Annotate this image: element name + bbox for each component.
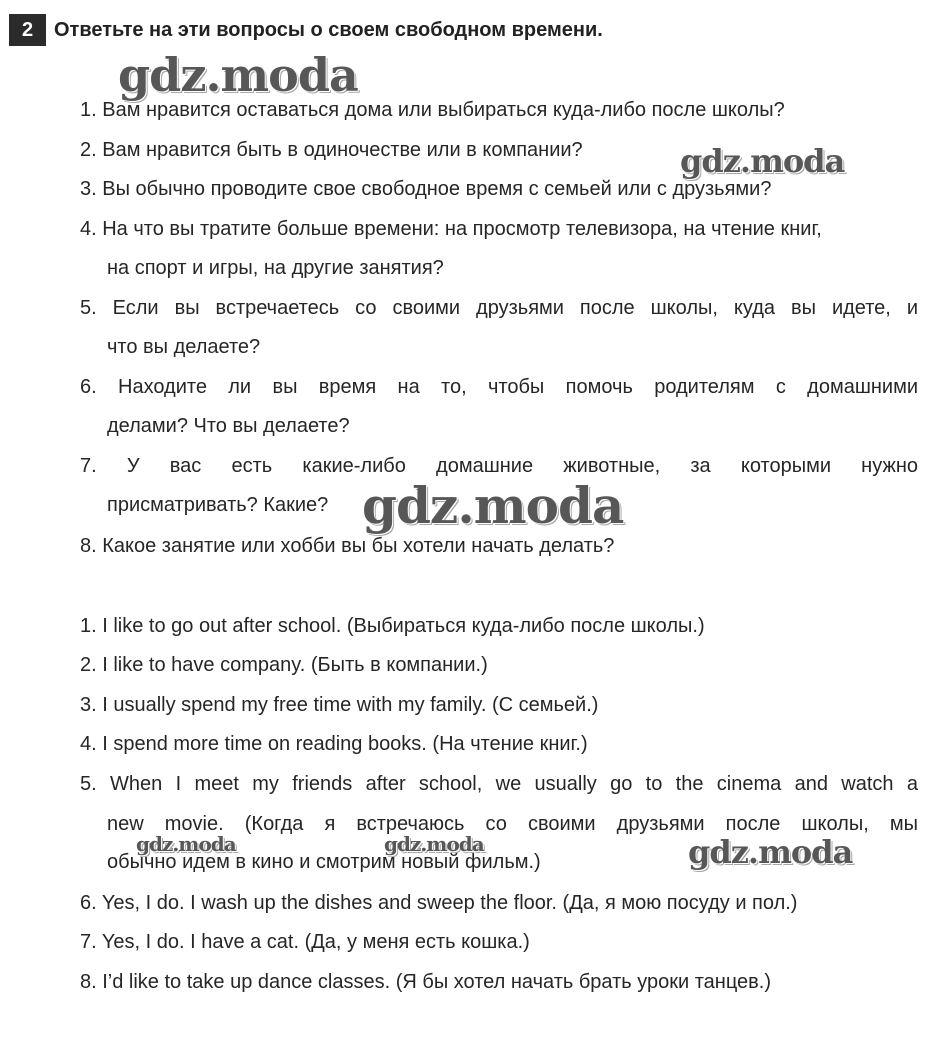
answer-line: 8. I’d like to take up dance classes. (Я бы хотел начать брать уроки танцев.) (80, 971, 772, 993)
question-line: 6. Находите ли вы время на то, чтобы помочь родителям с домашними (80, 376, 918, 398)
question-line: присматривать? Какие? (107, 494, 329, 516)
task-title: Ответьте на эти вопросы о своем свободном времени. (54, 18, 603, 41)
question-line: на спорт и игры, на другие занятия? (107, 257, 444, 279)
watermark-logo: gdz.moda (118, 48, 358, 102)
answer-line: 1. I like to go out after school. (Выбираться куда-либо после школы.) (80, 615, 705, 637)
question-line: что вы делаете? (107, 336, 261, 358)
answer-line: 6. Yes, I do. I wash up the dishes and sweep the floor. (Да, я мою посуду и пол.) (80, 892, 798, 914)
question-line: 4. На что вы тратите больше времени: на просмотр телевизора, на чтение книг, (80, 218, 822, 240)
question-line: 5. Если вы встречаетесь со своими друзьями после школы, куда вы идете, и (80, 297, 918, 319)
question-line: делами? Что вы делаете? (107, 415, 350, 437)
watermark-logo: gdz.moda (680, 142, 845, 180)
task-header (9, 14, 603, 46)
question-line: 8. Какое занятие или хобби вы бы хотели начать делать? (80, 535, 615, 557)
watermark-logo: gdz.moda (136, 832, 236, 856)
answer-line: 3. I usually spend my free time with my family. (С семьей.) (80, 694, 599, 716)
answer-line: 7. Yes, I do. I have a cat. (Да, у меня есть кошка.) (80, 931, 530, 953)
watermark-logo: gdz.moda (688, 833, 853, 871)
question-line: 7. У вас есть какие-либо домашние животные, за которыми нужно (80, 455, 918, 477)
watermark-logo: gdz.moda (384, 832, 484, 856)
answer-line: 2. I like to have company. (Быть в компании.) (80, 654, 488, 676)
question-line: 2. Вам нравится быть в одиночестве или в компании? (80, 139, 583, 161)
question-line: 3. Вы обычно проводите свое свободное время с семьей или с друзьями? (80, 178, 772, 200)
answer-line: 4. I spend more time on reading books. (На чтение книг.) (80, 733, 588, 755)
watermark-logo: gdz.moda (362, 476, 624, 535)
answer-line: new movie. (Когда я встречаюсь со своими друзьями после школы, мы (107, 813, 918, 835)
task-number-badge: 2 (9, 14, 46, 46)
answer-line: обычно идем в кино и смотрим новый фильм.) (107, 851, 541, 873)
answer-line: 5. When I meet my friends after school, we usually go to the cinema and watch a (80, 773, 918, 795)
question-line: 1. Вам нравится оставаться дома или выбираться куда-либо после школы? (80, 99, 785, 121)
